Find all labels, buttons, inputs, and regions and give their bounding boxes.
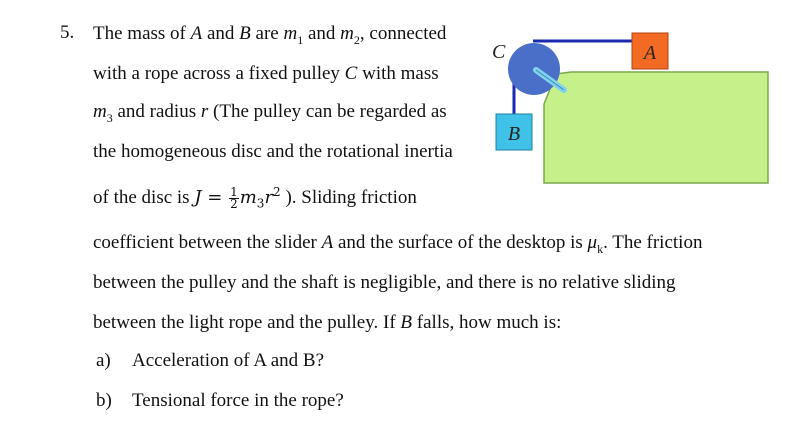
problem-line-4: the homogeneous disc and the rotational inertia — [93, 141, 453, 162]
problem-line-7: between the pulley and the shaft is negligible, and there is no relative sliding — [93, 272, 676, 293]
problem-line-8: between the light rope and the pulley. If B falls, how much is: — [93, 312, 562, 333]
pulley-label: C — [492, 41, 506, 63]
inertia-formula: J = $\frac{1}{2}$ $m_3r^2$ — [194, 184, 281, 211]
problem-number: 5. — [60, 22, 75, 43]
problem-line-6: coefficient between the slider A and the surface of the desktop is $\mu_k$. The friction — [93, 232, 703, 256]
sub-question-a: a) Acceleration of A and B? — [96, 350, 325, 371]
problem-line-3: $m_3$ and radius r (The pulley can be regarded as — [93, 101, 447, 125]
problem-line-5: of the disc is J = $\frac{1}{2}$ $m_3r^2$ ). Sliding friction — [93, 184, 417, 211]
pulley-diagram — [486, 30, 776, 190]
block-b-label: B — [507, 123, 521, 145]
problem-line-1: The mass of A and B are $m_1$ and $m_2$, connected — [93, 23, 447, 47]
sub-question-b: b) Tensional force in the rope? — [96, 390, 344, 411]
block-a-label: A — [643, 42, 657, 64]
problem-line-2: with a rope across a fixed pulley C with mass — [93, 63, 439, 84]
one-half-fraction: $\frac{1}{2}$ — [230, 184, 238, 211]
table-surface — [544, 72, 768, 183]
